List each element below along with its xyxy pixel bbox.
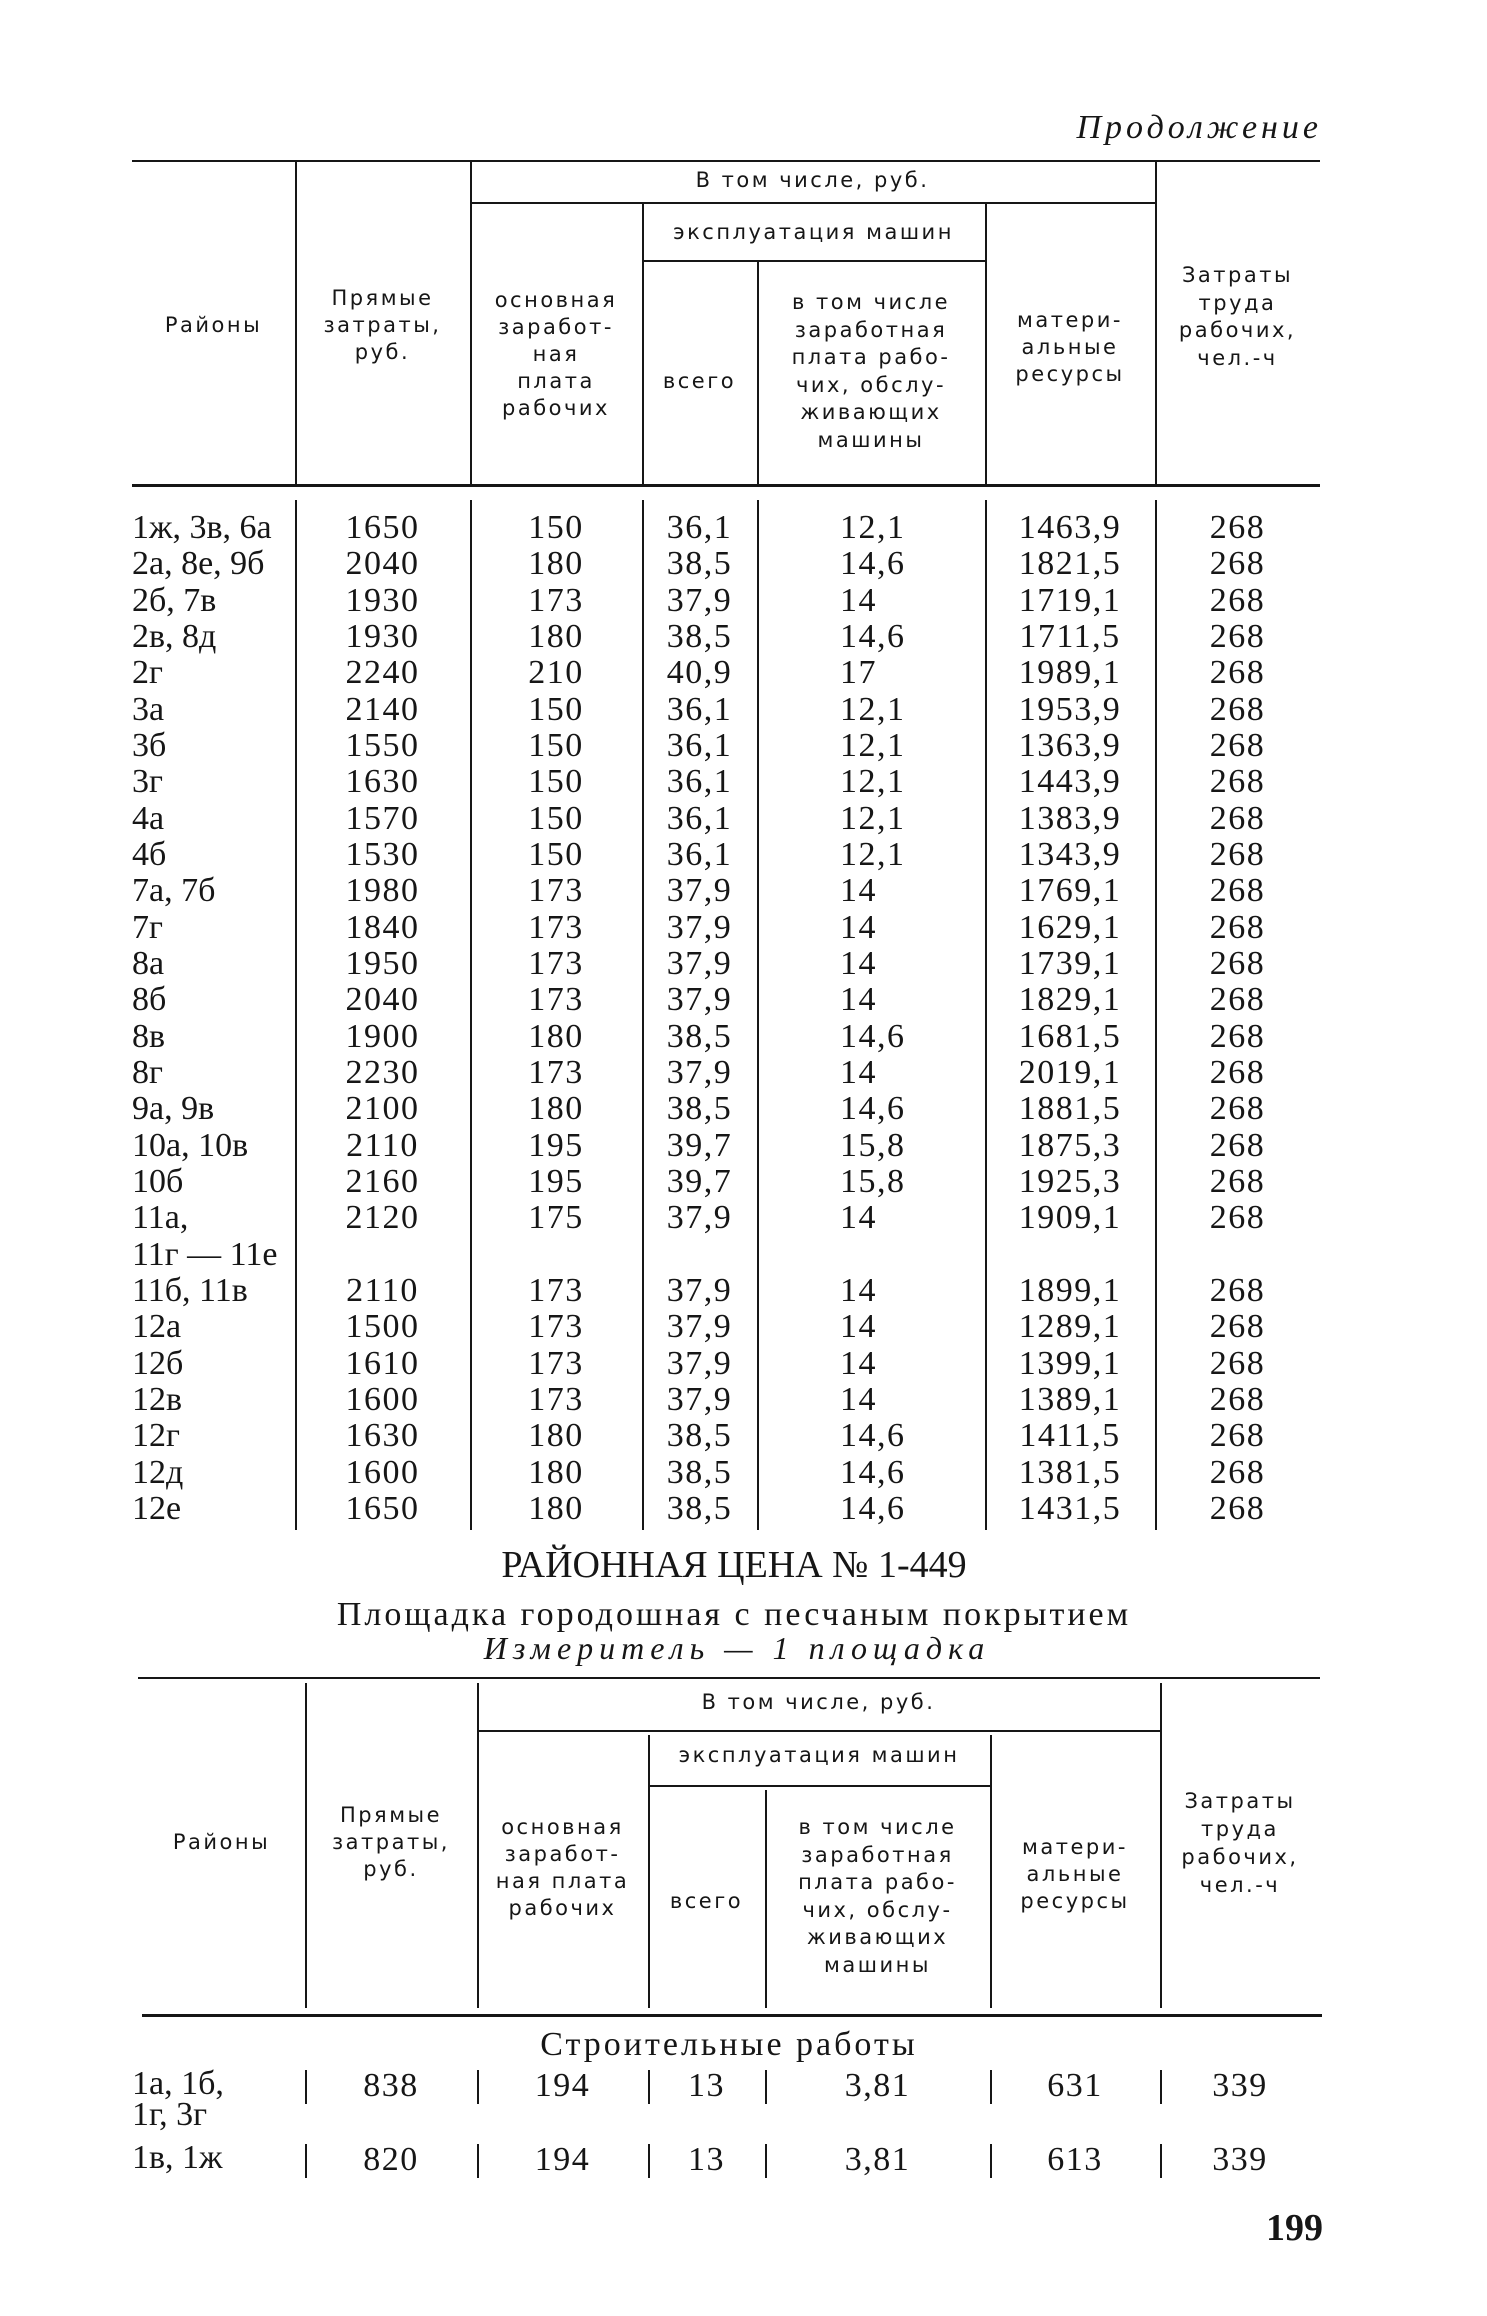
machine-operation-header: эксплуатация машин bbox=[673, 220, 954, 244]
labor-cell: 268 bbox=[1209, 726, 1266, 764]
materials-cell: 1829,1 bbox=[1018, 981, 1122, 1019]
base-wages-cell: 194 bbox=[534, 2067, 591, 2104]
base-wages-cell: 173 bbox=[528, 872, 584, 910]
materials-cell: 1399,1 bbox=[1018, 1344, 1122, 1382]
machine-wages-cell: 14 bbox=[840, 1271, 877, 1309]
base-wages-cell: 150 bbox=[528, 690, 584, 728]
labor-cell: 268 bbox=[1209, 1271, 1266, 1309]
direct-costs-cell: 1600 bbox=[345, 1380, 420, 1418]
machine-total-cell: 40,9 bbox=[666, 654, 733, 692]
machine-total-cell: 37,9 bbox=[666, 872, 733, 910]
machine-wages-cell: 3,81 bbox=[844, 2141, 911, 2178]
base-wages-cell: 150 bbox=[528, 835, 584, 873]
materials-cell: 1681,5 bbox=[1018, 1017, 1122, 1055]
direct-costs-cell: 1950 bbox=[345, 944, 420, 982]
machine-total-cell: 37,9 bbox=[666, 581, 733, 619]
table-row bbox=[132, 655, 1320, 691]
district-cell: 8г bbox=[132, 1053, 163, 1091]
table-row bbox=[132, 1382, 1320, 1418]
direct-costs-cell: 1980 bbox=[345, 872, 420, 910]
machine-total-cell: 37,9 bbox=[666, 1199, 733, 1237]
direct-costs-cell: 838 bbox=[363, 2067, 419, 2104]
direct-costs-cell: 1630 bbox=[345, 1417, 420, 1455]
labor-cell: 339 bbox=[1212, 2067, 1268, 2104]
machine-wages-cell: 14 bbox=[840, 581, 877, 619]
materials-cell: 1909,1 bbox=[1018, 1199, 1122, 1237]
district-cell: 8в bbox=[132, 1017, 166, 1055]
table-row bbox=[132, 2139, 1320, 2178]
table-row bbox=[132, 1346, 1320, 1382]
table-row bbox=[132, 1309, 1320, 1345]
base-wages-cell: 194 bbox=[534, 2141, 591, 2178]
base-wages-cell: 180 bbox=[528, 617, 584, 655]
labor-cell: 339 bbox=[1212, 2141, 1268, 2178]
materials-cell: 1875,3 bbox=[1018, 1126, 1122, 1164]
machine-total-cell: 13 bbox=[688, 2067, 725, 2104]
base-wages-cell: 173 bbox=[528, 981, 584, 1019]
machine-operation-header: эксплуатация машин bbox=[678, 1743, 960, 1767]
section-heading: Строительные работы bbox=[540, 2026, 918, 2063]
materials-cell: 1953,9 bbox=[1018, 690, 1122, 728]
base-wages-cell: 210 bbox=[528, 654, 584, 692]
labor-cell: 268 bbox=[1209, 799, 1266, 837]
district-cell: 12б bbox=[132, 1344, 184, 1382]
table-row bbox=[132, 837, 1320, 873]
machine-wages-cell: 14 bbox=[840, 1053, 877, 1091]
district-cell: 2а, 8е, 9б bbox=[132, 545, 265, 583]
direct-costs-cell: 1900 bbox=[345, 1017, 420, 1055]
machine-wages-cell: 14,6 bbox=[840, 617, 906, 655]
materials-cell: 1711,5 bbox=[1019, 617, 1121, 655]
machine-wages-cell: 14 bbox=[840, 1199, 877, 1237]
direct-costs-cell: 1840 bbox=[345, 908, 420, 946]
machine-total-cell: 38,5 bbox=[666, 1017, 733, 1055]
machine-total-cell: 36,1 bbox=[666, 763, 733, 801]
labor-cell: 268 bbox=[1209, 1417, 1266, 1455]
base-wages-cell: 173 bbox=[528, 1380, 584, 1418]
machine-wages-cell: 3,81 bbox=[844, 2067, 911, 2104]
machine-total-cell: 36,1 bbox=[666, 690, 733, 728]
district-cell: 12д bbox=[132, 1453, 184, 1491]
table-body bbox=[132, 510, 1320, 1527]
labor-cell: 268 bbox=[1209, 581, 1266, 619]
materials-cell: 1629,1 bbox=[1018, 908, 1122, 946]
district-cell: 2б, 7в bbox=[132, 581, 217, 619]
including-underline bbox=[470, 202, 1157, 204]
table-row bbox=[132, 982, 1320, 1018]
table-row bbox=[132, 1091, 1320, 1127]
base-wages-cell: 180 bbox=[528, 1453, 584, 1491]
materials-cell: 1739,1 bbox=[1018, 944, 1122, 982]
machine-wages-cell: 12,1 bbox=[840, 690, 906, 728]
district-cell: 4а bbox=[132, 799, 165, 837]
materials-cell: 613 bbox=[1047, 2141, 1103, 2178]
direct-costs-cell: 1500 bbox=[345, 1308, 420, 1346]
machine-total-cell: 38,5 bbox=[666, 1090, 733, 1128]
direct-costs-cell: 2110 bbox=[346, 1271, 419, 1309]
machine-total-cell: 37,9 bbox=[666, 1053, 733, 1091]
machine-wages-cell: 14 bbox=[840, 944, 877, 982]
machine-total-header: всего bbox=[662, 369, 737, 393]
labor-cell: 268 bbox=[1209, 1199, 1266, 1237]
district-cell: 1а, 1б, 1г, 3г bbox=[132, 2065, 224, 2133]
machine-total-cell: 37,9 bbox=[666, 1380, 733, 1418]
direct-costs-cell: 1530 bbox=[345, 835, 420, 873]
table-row bbox=[132, 1200, 1320, 1273]
table-row bbox=[132, 1455, 1320, 1491]
table-row bbox=[132, 1491, 1320, 1527]
table-row bbox=[132, 910, 1320, 946]
direct-costs-header: Прямые затраты, руб. bbox=[323, 286, 442, 364]
table-row bbox=[132, 801, 1320, 837]
machine-total-cell: 13 bbox=[688, 2141, 725, 2178]
labor-cell: 268 bbox=[1209, 509, 1266, 546]
district-cell: 1ж, 3в, 6а bbox=[132, 509, 272, 546]
district-cell: 4б bbox=[132, 835, 167, 873]
machine-total-cell: 37,9 bbox=[666, 1308, 733, 1346]
district-cell: 12а bbox=[132, 1308, 182, 1346]
base-wages-cell: 195 bbox=[528, 1126, 584, 1164]
labor-cell: 268 bbox=[1209, 872, 1266, 910]
machine-total-cell: 37,9 bbox=[666, 944, 733, 982]
machine-total-cell: 39,7 bbox=[666, 1126, 733, 1164]
machine-wages-cell: 14,6 bbox=[840, 1453, 906, 1491]
district-cell: 1в, 1ж bbox=[132, 2139, 223, 2176]
machine-total-cell: 36,1 bbox=[666, 726, 733, 764]
direct-costs-cell: 2160 bbox=[345, 1162, 420, 1200]
machine-wages-cell: 14,6 bbox=[840, 1489, 906, 1527]
machine-wages-cell: 15,8 bbox=[840, 1162, 906, 1200]
machine-total-cell: 38,5 bbox=[666, 1417, 733, 1455]
base-wages-header: основная заработ- ная плата рабочих bbox=[494, 288, 618, 420]
materials-cell: 1289,1 bbox=[1018, 1308, 1122, 1346]
labor-cell: 268 bbox=[1209, 1017, 1266, 1055]
including-header: В том числе, руб. bbox=[695, 168, 930, 192]
direct-costs-cell: 1930 bbox=[345, 617, 420, 655]
base-wages-cell: 180 bbox=[528, 1090, 584, 1128]
table-row bbox=[132, 692, 1320, 728]
district-cell: 8а bbox=[132, 944, 165, 982]
base-wages-cell: 173 bbox=[528, 1308, 584, 1346]
direct-costs-cell: 1600 bbox=[345, 1453, 420, 1491]
materials-cell: 1383,9 bbox=[1018, 799, 1122, 837]
base-wages-cell: 173 bbox=[528, 581, 584, 619]
page-number: 199 bbox=[1266, 2207, 1323, 2249]
direct-costs-header: Прямые затраты, руб. bbox=[332, 1803, 450, 1881]
column-rule bbox=[648, 1735, 650, 2008]
materials-cell: 1719,1 bbox=[1018, 581, 1122, 619]
table-row bbox=[132, 946, 1320, 982]
direct-costs-cell: 1650 bbox=[345, 1489, 420, 1527]
materials-cell: 1463,9 bbox=[1018, 509, 1122, 546]
materials-header: матери- альные ресурсы bbox=[1020, 1835, 1130, 1913]
district-cell: 2в, 8д bbox=[132, 617, 217, 655]
machine-wages-cell: 14,6 bbox=[840, 1090, 906, 1128]
table-row bbox=[132, 2065, 1320, 2133]
base-wages-cell: 173 bbox=[528, 1271, 584, 1309]
machine-operation-underline bbox=[642, 260, 987, 262]
machine-total-cell: 39,7 bbox=[666, 1162, 733, 1200]
direct-costs-cell: 2140 bbox=[345, 690, 420, 728]
machine-wages-cell: 14,6 bbox=[840, 1417, 906, 1455]
machine-wages-cell: 14 bbox=[840, 1308, 877, 1346]
base-wages-cell: 150 bbox=[528, 726, 584, 764]
materials-cell: 631 bbox=[1047, 2067, 1103, 2104]
materials-cell: 1925,3 bbox=[1018, 1162, 1122, 1200]
table-row bbox=[132, 583, 1320, 619]
direct-costs-cell: 1630 bbox=[345, 763, 420, 801]
base-wages-cell: 173 bbox=[528, 944, 584, 982]
direct-costs-cell: 2040 bbox=[345, 545, 420, 583]
machine-wages-cell: 14 bbox=[840, 1380, 877, 1418]
materials-cell: 1381,5 bbox=[1018, 1453, 1122, 1491]
district-header: Районы bbox=[164, 313, 263, 337]
table-row bbox=[132, 873, 1320, 909]
labor-cell: 268 bbox=[1209, 1126, 1266, 1164]
labor-cell: 268 bbox=[1209, 617, 1266, 655]
machine-wages-cell: 12,1 bbox=[840, 799, 906, 837]
machine-total-cell: 36,1 bbox=[666, 799, 733, 837]
machine-total-cell: 37,9 bbox=[666, 981, 733, 1019]
materials-cell: 1431,5 bbox=[1018, 1489, 1122, 1527]
direct-costs-cell: 2100 bbox=[345, 1090, 420, 1128]
labor-cell: 268 bbox=[1209, 690, 1266, 728]
table-row bbox=[132, 1418, 1320, 1454]
district-cell: 7г bbox=[132, 908, 163, 946]
table-row bbox=[132, 1019, 1320, 1055]
base-wages-cell: 175 bbox=[528, 1199, 584, 1237]
district-cell: 12в bbox=[132, 1380, 183, 1418]
machine-total-header: всего bbox=[669, 1889, 744, 1913]
table-row bbox=[132, 1055, 1320, 1091]
machine-total-cell: 36,1 bbox=[666, 509, 733, 546]
machine-total-cell: 38,5 bbox=[666, 617, 733, 655]
labor-cell: 268 bbox=[1209, 1344, 1266, 1382]
materials-cell: 1343,9 bbox=[1018, 835, 1122, 873]
labor-cell: 268 bbox=[1209, 944, 1266, 982]
machine-wages-cell: 12,1 bbox=[840, 726, 906, 764]
machine-wages-header: в том числе заработная плата рабо- чих, обслу- живающих машины bbox=[798, 1815, 957, 1977]
machine-total-cell: 38,5 bbox=[666, 1489, 733, 1527]
base-wages-cell: 150 bbox=[528, 763, 584, 801]
materials-cell: 1989,1 bbox=[1018, 654, 1122, 692]
district-cell: 11а, 11г — 11е bbox=[132, 1199, 278, 1273]
machine-total-cell: 38,5 bbox=[666, 1453, 733, 1491]
district-cell: 2г bbox=[132, 654, 163, 692]
table-row bbox=[132, 1273, 1320, 1309]
machine-total-cell: 38,5 bbox=[666, 545, 733, 583]
machine-wages-cell: 12,1 bbox=[840, 509, 906, 546]
district-cell: 12е bbox=[132, 1489, 182, 1527]
table-row bbox=[132, 1164, 1320, 1200]
direct-costs-cell: 2230 bbox=[345, 1053, 420, 1091]
base-wages-cell: 180 bbox=[528, 1017, 584, 1055]
labor-cell: 268 bbox=[1209, 908, 1266, 946]
machine-total-cell: 36,1 bbox=[666, 835, 733, 873]
base-wages-cell: 180 bbox=[528, 1417, 584, 1455]
base-wages-cell: 173 bbox=[528, 1053, 584, 1091]
direct-costs-cell: 1550 bbox=[345, 726, 420, 764]
direct-costs-cell: 2240 bbox=[345, 654, 420, 692]
labor-header: Затраты труда рабочих, чел.-ч bbox=[1181, 1789, 1299, 1897]
labor-cell: 268 bbox=[1209, 1090, 1266, 1128]
materials-cell: 1899,1 bbox=[1018, 1271, 1122, 1309]
direct-costs-cell: 1570 bbox=[345, 799, 420, 837]
materials-cell: 1363,9 bbox=[1018, 726, 1122, 764]
base-wages-cell: 150 bbox=[528, 509, 584, 546]
district-cell: 12г bbox=[132, 1417, 180, 1455]
direct-costs-cell: 2120 bbox=[345, 1199, 420, 1237]
direct-costs-cell: 1650 bbox=[345, 509, 420, 546]
machine-wages-cell: 14 bbox=[840, 1344, 877, 1382]
machine-wages-cell: 15,8 bbox=[840, 1126, 906, 1164]
machine-wages-cell: 14,6 bbox=[840, 545, 906, 583]
materials-header: матери- альные ресурсы bbox=[1015, 308, 1125, 386]
base-wages-cell: 173 bbox=[528, 908, 584, 946]
machine-wages-cell: 14 bbox=[840, 981, 877, 1019]
table-row bbox=[132, 619, 1320, 655]
materials-cell: 1769,1 bbox=[1018, 872, 1122, 910]
district-cell: 10б bbox=[132, 1162, 184, 1200]
materials-cell: 1821,5 bbox=[1018, 545, 1122, 583]
base-wages-cell: 180 bbox=[528, 545, 584, 583]
table-row bbox=[132, 1128, 1320, 1164]
table-top-rule bbox=[138, 1677, 1320, 1679]
labor-cell: 268 bbox=[1209, 981, 1266, 1019]
labor-cell: 268 bbox=[1209, 1489, 1266, 1527]
direct-costs-cell: 1610 bbox=[345, 1344, 420, 1382]
district-cell: 7а, 7б bbox=[132, 872, 216, 910]
machine-wages-cell: 14,6 bbox=[840, 1017, 906, 1055]
materials-cell: 1881,5 bbox=[1018, 1090, 1122, 1128]
materials-cell: 1411,5 bbox=[1019, 1417, 1121, 1455]
labor-cell: 268 bbox=[1209, 1053, 1266, 1091]
price-subtitle: Площадка городошная с песчаным покрытием bbox=[336, 1596, 1132, 1633]
direct-costs-cell: 2040 bbox=[345, 981, 420, 1019]
table-row bbox=[132, 764, 1320, 800]
machine-wages-cell: 14 bbox=[840, 872, 877, 910]
table-row bbox=[132, 510, 1320, 546]
machine-wages-cell: 12,1 bbox=[840, 763, 906, 801]
district-header: Районы bbox=[172, 1830, 271, 1854]
table-row bbox=[132, 546, 1320, 582]
including-underline bbox=[477, 1730, 1162, 1732]
labor-cell: 268 bbox=[1209, 1308, 1266, 1346]
district-cell: 3г bbox=[132, 763, 163, 801]
materials-cell: 2019,1 bbox=[1018, 1053, 1122, 1091]
machine-total-cell: 37,9 bbox=[666, 1271, 733, 1309]
price-title: РАЙОННАЯ ЦЕНА № 1-449 bbox=[501, 1544, 967, 1586]
machine-total-cell: 37,9 bbox=[666, 1344, 733, 1382]
machine-total-cell: 37,9 bbox=[666, 908, 733, 946]
including-header: В том числе, руб. bbox=[701, 1690, 936, 1714]
labor-cell: 268 bbox=[1209, 545, 1266, 583]
labor-cell: 268 bbox=[1209, 1380, 1266, 1418]
measure-unit: Измеритель — 1 площадка bbox=[483, 1630, 991, 1666]
direct-costs-cell: 820 bbox=[363, 2141, 419, 2178]
table-body bbox=[132, 2065, 1320, 2190]
base-wages-cell: 150 bbox=[528, 799, 584, 837]
district-cell: 11б, 11в bbox=[132, 1271, 248, 1309]
district-cell: 3б bbox=[132, 726, 167, 764]
labor-header: Затраты труда рабочих, чел.-ч bbox=[1178, 263, 1297, 370]
district-cell: 8б bbox=[132, 981, 167, 1019]
materials-cell: 1443,9 bbox=[1018, 763, 1122, 801]
machine-wages-cell: 14 bbox=[840, 908, 877, 946]
district-cell: 10а, 10в bbox=[132, 1126, 249, 1164]
machine-wages-header: в том числе заработная плата рабо- чих, обслу- живающих машины bbox=[791, 290, 951, 452]
continuation-label: Продолжение bbox=[1076, 109, 1322, 146]
labor-cell: 268 bbox=[1209, 1162, 1266, 1200]
labor-cell: 268 bbox=[1209, 763, 1266, 801]
header-bottom-rule bbox=[142, 2014, 1322, 2017]
labor-cell: 268 bbox=[1209, 1453, 1266, 1491]
machine-wages-cell: 12,1 bbox=[840, 835, 906, 873]
header-bottom-rule bbox=[132, 484, 1320, 487]
direct-costs-cell: 1930 bbox=[345, 581, 420, 619]
base-wages-cell: 173 bbox=[528, 1344, 584, 1382]
table-row bbox=[132, 728, 1320, 764]
machine-operation-underline bbox=[648, 1785, 992, 1787]
machine-wages-cell: 17 bbox=[840, 654, 877, 692]
base-wages-cell: 195 bbox=[528, 1162, 584, 1200]
district-cell: 9а, 9в bbox=[132, 1090, 215, 1128]
district-cell: 3а bbox=[132, 690, 165, 728]
direct-costs-cell: 2110 bbox=[346, 1126, 419, 1164]
labor-cell: 268 bbox=[1209, 835, 1266, 873]
materials-cell: 1389,1 bbox=[1018, 1380, 1122, 1418]
base-wages-header: основная заработ- ная плата рабочих bbox=[495, 1815, 630, 1920]
base-wages-cell: 180 bbox=[528, 1489, 584, 1527]
labor-cell: 268 bbox=[1209, 654, 1266, 692]
